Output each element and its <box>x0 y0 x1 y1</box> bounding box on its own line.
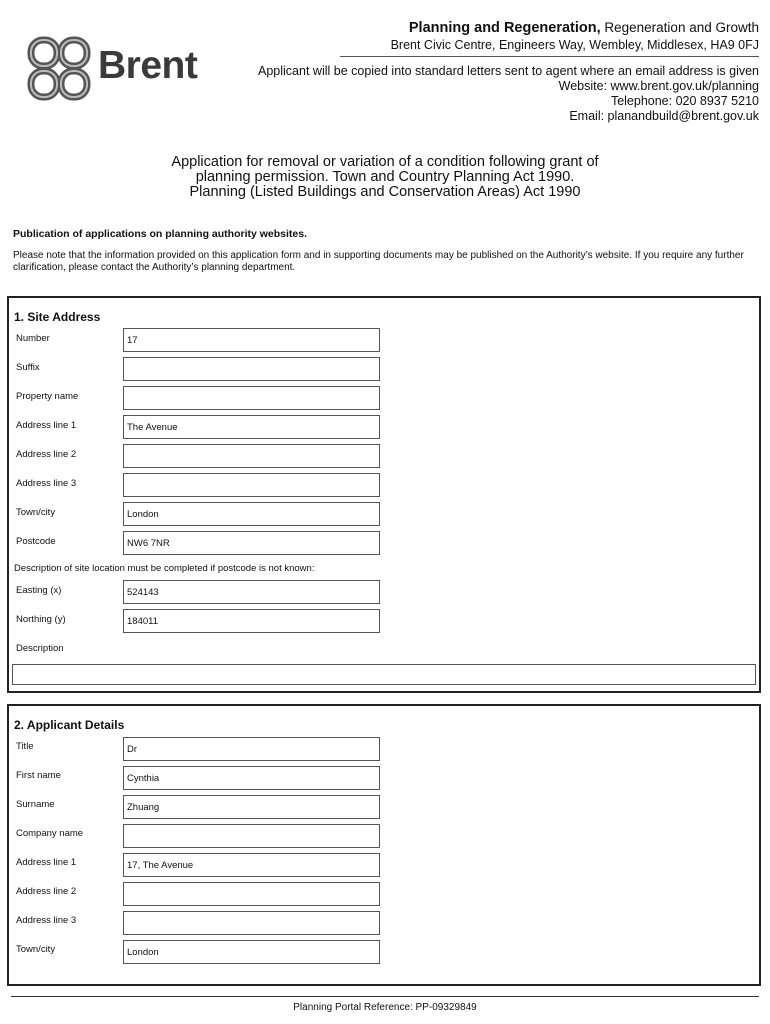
field-label: Company name <box>16 828 84 839</box>
telephone: Telephone: 020 8937 5210 <box>610 94 759 108</box>
footer-divider <box>11 996 759 997</box>
site-address-line3-input[interactable] <box>123 473 380 497</box>
brent-logo-icon <box>25 35 97 103</box>
field-label: Address line 2 <box>16 886 77 897</box>
field-label: Easting (x) <box>16 585 62 596</box>
site-address-line2-input[interactable] <box>123 444 380 468</box>
applicant-title-input[interactable]: Dr <box>123 737 380 761</box>
brand-name: Brent <box>98 44 198 87</box>
site-postcode-input[interactable]: NW6 7NR <box>123 531 380 555</box>
field-label: Address line 1 <box>16 420 77 431</box>
easting-input[interactable]: 524143 <box>123 580 380 604</box>
field-label: Town/city <box>16 944 56 955</box>
field-label: Property name <box>16 391 79 402</box>
applicant-address-line1-input[interactable]: 17, The Avenue <box>123 853 380 877</box>
publication-heading: Publication of applications on planning authority websites. <box>13 228 308 240</box>
office-address: Brent Civic Centre, Engineers Way, Wembley, Middlesex, HA9 0FJ <box>390 38 759 52</box>
location-note: Description of site location must be completed if postcode is not known: <box>14 563 315 574</box>
site-description-input[interactable] <box>12 664 756 685</box>
field-label: Title <box>16 741 34 752</box>
applicant-first-name-input[interactable]: Cynthia <box>123 766 380 790</box>
application-title-line2: planning permission. Town and Country Planning Act 1990. <box>195 169 575 185</box>
site-address-line1-input[interactable]: The Avenue <box>123 415 380 439</box>
applicant-address-line3-input[interactable] <box>123 911 380 935</box>
field-label: Suffix <box>16 362 40 373</box>
field-label: Postcode <box>16 536 56 547</box>
agent-notice: Applicant will be copied into standard letters sent to agent where an email address is given <box>258 64 759 78</box>
site-address-section <box>7 296 761 693</box>
northing-input[interactable]: 184011 <box>123 609 380 633</box>
site-property-name-input[interactable] <box>123 386 380 410</box>
applicant-address-line2-input[interactable] <box>123 882 380 906</box>
section-title: 1. Site Address <box>14 310 101 324</box>
field-label: Northing (y) <box>16 614 66 625</box>
applicant-company-input[interactable] <box>123 824 380 848</box>
field-label: Address line 2 <box>16 449 77 460</box>
field-label: Town/city <box>16 507 56 518</box>
department-line <box>409 20 759 36</box>
field-label: Address line 3 <box>16 478 77 489</box>
department: Planning and Regeneration, <box>408 20 601 36</box>
email[interactable]: Email: planandbuild@brent.gov.uk <box>569 109 759 123</box>
field-label: Description <box>16 643 64 654</box>
applicant-details-section <box>7 704 761 986</box>
division: Regeneration and Growth <box>600 20 759 35</box>
applicant-surname-input[interactable]: Zhuang <box>123 795 380 819</box>
site-number-input[interactable]: 17 <box>123 328 380 352</box>
website[interactable]: Website: www.brent.gov.uk/planning <box>558 79 759 93</box>
applicant-town-input[interactable]: London <box>123 940 380 964</box>
publication-text: Please note that the information provided on this application form and in supporting documents may be published on the Authority’s website. If you require any further clarification, please contact the Authority’s planning department. <box>13 250 744 273</box>
field-label: Address line 1 <box>16 857 77 868</box>
field-label: Surname <box>16 799 55 810</box>
section-title: 2. Applicant Details <box>14 718 125 732</box>
header-divider <box>340 56 759 57</box>
site-suffix-input[interactable] <box>123 357 380 381</box>
field-label: Number <box>16 333 50 344</box>
site-town-input[interactable]: London <box>123 502 380 526</box>
portal-reference: Planning Portal Reference: PP-09329849 <box>293 1002 477 1013</box>
field-label: Address line 3 <box>16 915 77 926</box>
application-title-line3: Planning (Listed Buildings and Conservation Areas) Act 1990 <box>189 184 581 200</box>
application-title-line1: Application for removal or variation of a condition following grant of <box>171 154 599 170</box>
field-label: First name <box>16 770 61 781</box>
